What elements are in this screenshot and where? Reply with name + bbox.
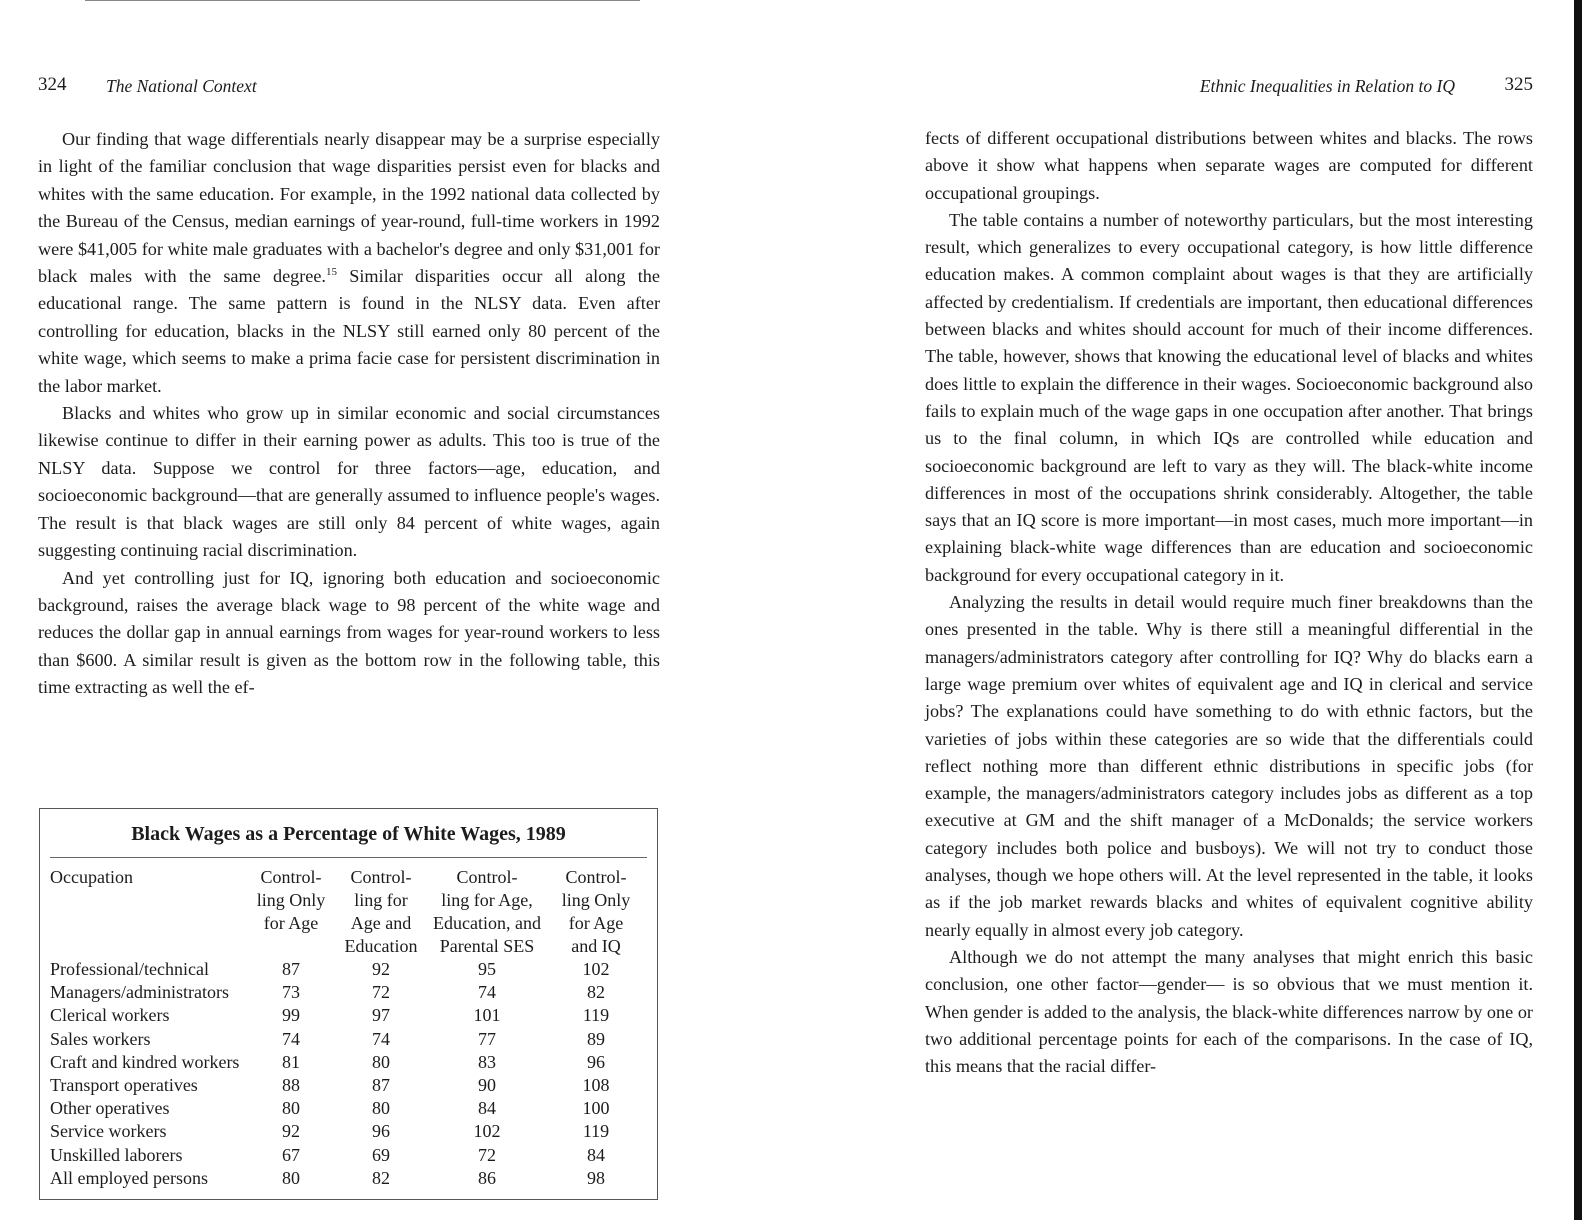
book-spine-edge (1574, 0, 1582, 1220)
cell-age-edu-ses: 86 (478, 1167, 496, 1188)
cell-age: 80 (282, 1098, 300, 1119)
cell-age-iq: 98 (587, 1167, 605, 1188)
cell-age-iq: 108 (582, 1075, 610, 1096)
cell-age: 88 (282, 1075, 300, 1096)
header-occupation: Occupation (50, 867, 133, 887)
table-row (50, 1028, 644, 1051)
cell-age: 67 (282, 1144, 300, 1165)
table-row (50, 1004, 644, 1027)
right-running-title: Ethnic Inequalities in Relation to IQ (1199, 76, 1455, 96)
cell-age-edu-ses: 101 (473, 1005, 501, 1026)
left-paragraph-1 (38, 126, 660, 400)
cell-age-edu-ses: 84 (478, 1098, 496, 1119)
header-age-education: Control- ling for Age and Education (344, 867, 418, 956)
header-age-education-ses: Control- ling for Age, Education, and Parental SES (433, 867, 541, 956)
right-paragraph-1: fects of different occupational distributions between whites and blacks. The rows above it show what happens when separate wages are computed for different occupational groupings. (925, 128, 1533, 203)
table-row (50, 958, 644, 981)
left-paragraph-1-text: Our finding that wage differentials nearly disappear may be a surprise especially in light of the familiar conclusion that wage disparities persist even for blacks and whites with the same education. For example, in the 1992 national data collected by the Bureau of the Census, median earnings of year-round, full-time workers in 1992 were $41,005 for white male graduates with a bachelor's degree and only $31,001 for black males with the same degree. (38, 129, 660, 287)
cell-age-edu: 87 (372, 1075, 390, 1096)
row-occupation: Managers/administrators (50, 982, 229, 1003)
cell-age-iq: 84 (587, 1144, 605, 1165)
right-paragraph-4: Although we do not attempt the many analyses that might enrich this basic conclusion, one other factor—gender— is so obvious that we must mention it. When gender is added to the analysis, the black-white differences narrow by one or two additional percentage points for each of the comparisons. In the case of IQ, this means that the racial differ- (925, 946, 1533, 1077)
row-occupation: Unskilled laborers (50, 1144, 183, 1165)
right-running-head (925, 70, 1533, 100)
cell-age: 74 (282, 1028, 300, 1049)
right-body-text (925, 125, 1533, 1080)
cell-age-iq: 102 (582, 959, 610, 979)
left-page-number: 324 (38, 74, 67, 95)
cell-age-edu: 96 (372, 1121, 390, 1142)
cell-age-iq: 89 (587, 1028, 605, 1049)
table-row (50, 1120, 644, 1143)
right-paragraph-3: Analyzing the results in detail would require much finer breakdowns than the ones presented in the table. Why is there still a meaningful differential in the managers/administrators category after controlling for IQ? Why do blacks earn a large wage premium over whites of equivalent age and IQ in clerical and service jobs? The explanations could have something to do with ethnic factors, but the varieties of jobs within these categories are so wide that the differentials could reflect nothing more than different ethnic distributions in specific jobs (for example, the managers/administrators category includes jobs as different as a top executive at GM and the shift manager of a McDonalds; the service workers category includes both police and busboys). We will not try to conduct those analyses, though we hope others will. At the level represented in the table, it looks as if the job market rewards blacks and whites of equivalent cognitive ability nearly equally in almost every job category. (925, 592, 1533, 940)
right-paragraph-2: The table contains a number of noteworthy particulars, but the most interesting result, which generalizes to every occupational category, is how little difference education makes. A common complaint about wages is that they are artificially affected by credentialism. If credentials are important, then educational differences between blacks and whites should account for much of their income differences. The table, however, shows that knowing the educational level of blacks and whites does little to explain the difference in their wages. Socioeconomic background also fails to explain much of the wage gaps in one occupation after another. That brings us to the final column, in which IQs are controlled while education and socioeconomic background are left to vary as they will. The black-white income differences in most of the occupations shrink considerably. Altogether, the table says that an IQ score is more important—in most cases, much more important—in explaining black-white wage differences than are education and socioeconomic background for every occupational category in it. (925, 209, 1533, 585)
left-paragraph-3: And yet controlling just for IQ, ignoring both education and socioeconomic background, raises the average black wage to 98 percent of the white wage and reduces the dollar gap in annual earnings from wages for year-round workers to less than $600. A similar result is given as the bottom row in the following table, this time extracting as well the ef- (38, 567, 660, 698)
cell-age-edu-ses: 74 (478, 982, 496, 1003)
left-page (38, 70, 660, 1188)
header-age-iq: Control- ling Only for Age and IQ (561, 867, 631, 956)
row-occupation: Transport operatives (50, 1075, 198, 1096)
left-paragraph-1-text-after: Similar disparities occur all along the educational range. The same pattern is found in the NLSY data. Even after controlling for education, blacks in the NLSY still earned only 80 percent of the white wage, which seems to make a prima facie case for persistent discrimination in the labor market. (38, 266, 660, 396)
cell-age-iq: 96 (587, 1051, 605, 1072)
left-running-head (38, 70, 660, 100)
cell-age-edu-ses: 72 (478, 1144, 496, 1165)
cell-age-edu: 97 (372, 1005, 390, 1026)
table-row (50, 1167, 644, 1190)
cell-age-edu-ses: 102 (473, 1121, 501, 1142)
row-occupation: Clerical workers (50, 1005, 170, 1026)
header-age: Control- ling Only for Age (256, 867, 326, 933)
cell-age-edu-ses: 83 (478, 1051, 496, 1072)
cell-age: 99 (282, 1005, 300, 1026)
cell-age: 81 (282, 1051, 300, 1072)
cell-age-edu-ses: 95 (478, 959, 496, 979)
cell-age-edu: 74 (372, 1028, 390, 1049)
cell-age-edu: 80 (372, 1098, 390, 1119)
table-row (50, 1074, 644, 1097)
table-row (50, 981, 644, 1004)
table-header-row (50, 860, 644, 958)
row-occupation: All employed persons (50, 1167, 208, 1188)
left-paragraph-2: Blacks and whites who grow up in similar economic and social circumstances likewise continue to differ in their earning power as adults. This too is true of the NLSY data. Suppose we control for three factors—age, education, and socioeconomic background—that are generally assumed to influence people's wages. The result is that black wages are still only 84 percent of white wages, again suggesting continuing racial discrimination. (38, 403, 660, 561)
left-body-text (38, 126, 660, 702)
row-occupation: Service workers (50, 1121, 167, 1142)
footnote-marker: 15 (325, 265, 337, 278)
right-page (925, 70, 1533, 1080)
cell-age-edu-ses: 90 (478, 1075, 496, 1096)
table-row (50, 1144, 644, 1167)
cell-age-iq: 82 (587, 982, 605, 1003)
cell-age-edu: 72 (372, 982, 390, 1003)
row-occupation: Professional/technical (50, 959, 209, 979)
cell-age-edu-ses: 77 (478, 1028, 496, 1049)
cell-age: 92 (282, 1121, 300, 1142)
right-page-number: 325 (1504, 74, 1533, 95)
wage-table-box (39, 808, 658, 1200)
table-row (50, 1051, 644, 1074)
table-title: Black Wages as a Percentage of White Wages, 1989 (131, 823, 566, 845)
cell-age-edu: 82 (372, 1167, 390, 1188)
cell-age: 87 (282, 959, 300, 979)
cell-age-iq: 100 (582, 1098, 610, 1119)
cell-age-edu: 69 (372, 1144, 390, 1165)
row-occupation: Craft and kindred workers (50, 1051, 240, 1072)
row-occupation: Sales workers (50, 1028, 151, 1049)
cell-age-iq: 119 (582, 1005, 610, 1026)
cell-age-iq: 119 (582, 1121, 610, 1142)
table-title-rule (50, 857, 647, 858)
left-running-title: The National Context (106, 76, 257, 96)
cell-age-edu: 92 (372, 959, 390, 979)
wage-table (50, 860, 644, 1190)
row-occupation: Other operatives (50, 1098, 170, 1119)
cell-age: 80 (282, 1167, 300, 1188)
table-row (50, 1097, 644, 1120)
cell-age: 73 (282, 982, 300, 1003)
top-edge-rule (85, 0, 640, 1)
cell-age-edu: 80 (372, 1051, 390, 1072)
